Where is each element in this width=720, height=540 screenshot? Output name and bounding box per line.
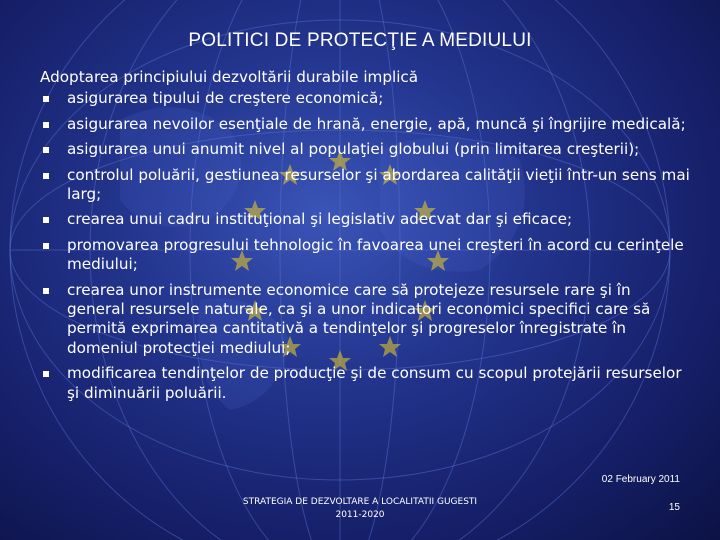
square-bullet-icon	[43, 173, 49, 179]
square-bullet-icon	[43, 96, 49, 102]
list-item	[40, 236, 690, 275]
bullet-text: modificarea tendinţelor de producţie şi de consum cu scopul protejării resurselor şi diminuării poluării.	[67, 364, 682, 402]
slide-title: POLITICI DE PROTECŢIE A MEDIULUI	[188, 30, 532, 51]
list-item	[40, 210, 690, 229]
bullet-text: asigurarea unui anumit nivel al populaţiei globului (prin limitarea creşterii);	[67, 140, 640, 159]
list-item	[40, 89, 690, 108]
list-item	[40, 281, 690, 359]
bullet-list	[40, 89, 690, 403]
bullet-text: crearea unui cadru instituţional şi legislativ adecvat dar şi eficace;	[67, 210, 573, 229]
footer-title: STRATEGIA DE DEZVOLTARE A LOCALITATII GUGESTI	[242, 497, 478, 507]
page-number: 15	[668, 502, 680, 513]
square-bullet-icon	[43, 217, 49, 223]
list-item	[40, 140, 690, 159]
footer-years: 2011-2020	[335, 510, 385, 520]
square-bullet-icon	[43, 288, 49, 294]
bullet-text: asigurarea nevoilor esenţiale de hrană, energie, apă, muncă şi îngrijire medicală;	[67, 114, 686, 133]
list-item	[40, 166, 690, 205]
intro-text: Adoptarea principiului dezvoltării durabile implică	[40, 68, 419, 86]
square-bullet-icon	[43, 122, 49, 128]
slide-body	[40, 68, 690, 409]
slide-footer	[200, 496, 520, 522]
square-bullet-icon	[43, 371, 49, 377]
square-bullet-icon	[43, 147, 49, 153]
list-item	[40, 364, 690, 403]
bullet-text: crearea unor instrumente economice care să protejeze resursele rare şi în general resursele naturale, ca şi a unor indicatori economici specifici care să permită exprimarea cantitativă a tendinţelor şi progreselor înregistrate în domeniul protecţiei mediului;	[67, 280, 651, 357]
square-bullet-icon	[43, 243, 49, 249]
list-item	[40, 115, 690, 134]
bullet-text: controlul poluării, gestiunea resurselor şi abordarea calităţii vieţii într-un sens mai larg;	[67, 165, 690, 204]
bullet-text: asigurarea tipului de creştere economică;	[67, 89, 384, 108]
bullet-text: promovarea progresului tehnologic în favoarea unei creşteri în acord cu cerinţele mediului;	[67, 235, 684, 274]
slide-date: 02 February 2011	[601, 474, 680, 485]
